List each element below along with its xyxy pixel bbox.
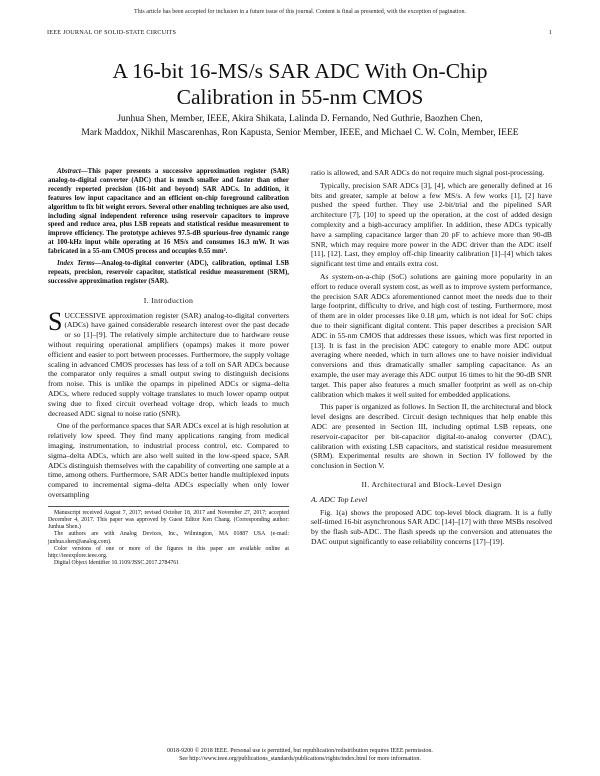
index-terms-text: Analog-to-digital converter (ADC), calibration, optimal LSB repeats, precision, reservoir capacitor, statistical residue measurement (SRM), successive approximation register (SAR). (48, 260, 289, 285)
copyright-footer (0, 747, 600, 763)
intro-paragraph-1 (48, 306, 289, 419)
right-paragraph-0: ratio is allowed, and SAR ADCs do not require much signal post-processing. (311, 168, 545, 177)
section-heading-introduction: I. Introduction (143, 295, 194, 305)
journal-name: IEEE JOURNAL OF SOLID-STATE CIRCUITS (47, 29, 177, 36)
copyright-line-2: See http://www.ieee.org/publications_standards/publications/rights/index.html for more information. (179, 756, 421, 762)
running-head (47, 29, 552, 36)
index-terms-label: Index Terms (57, 260, 95, 268)
author-list (40, 113, 560, 140)
right-paragraph-1: Typically, precision SAR ADCs [3], [4], which are generally defined at 16 bits and greater, sample at below a few MS/s. A few works [1], [2] have pushed the speed further. They use 2-bit/trial and the pipelined SAR architecture [7], [10] to speed up the operation, at the cost of added design complexity and a high-accuracy amplifier. In addition, these ADCs typically have a sampling capacitance larger than 20 pF to achieve more than 90-dB SNR, which may require more power in the ADC driver than the ADC itself [11], [12]. Last, they employ off-chip linearity calibration [1]–[4] which takes significant test time and entails extra cost. (311, 180, 552, 269)
abstract: Abstract—This paper presents a successive approximation register (SAR) analog-to-digital converter (ADC) that is much smaller and faster than other recently reported precision (16-bit and beyond) SAR ADCs. In addition, it features low input capacitance and an efficient on-chip foreground calibration algorithm to fix bit weight errors. Several other enabling techniques are also used, including signal independent reference using reservoir capacitors to improve speed and reduce area, plus LSB repeats and statistical residue measurement to improve efficiency. The prototype achieves 97.5-dB spurious-free dynamic range at 100-kHz input while operating at 16 MS/s and consumes 16.3 mW. It was fabricated in a 55-nm CMOS process and occupies 0.55 mm². (48, 168, 289, 256)
footnote-color: Color versions of one or more of the figures in this paper are available online at http://ieeexplore.ieee.org. (48, 545, 289, 559)
right-paragraph-4: Fig. 1(a) shows the proposed ADC top-level block diagram. It is a fully self-timed 16-bit asynchronous SAR ADC [14]–[17] with three MSBs resolved by the flash sub-ADC. The flash speeds up the conversion and attenuates the DAC output significantly to ease reliability concerns [17]–[19]. (311, 507, 552, 546)
intro-paragraph-1-text: UCCESSIVE approximation register (SAR) analog-to-digital converters (ADCs) have gained considerable research interest over the past decade or so [1]–[9]. The relatively simple architecture due to hardware reuse without requiring operational amplifiers (opamps) makes it more power efficient and easier to port between processes. Furthermore, the supply voltage scaling in advanced CMOS processes has less of a toll on SAR ADCs because the comparator only requires a small output swing to distinguish decisions from noise. This is unlike the opamps in pipelined ADCs or sigma–delta ADCs, where reduced supply voltage translates to much lower opamp output swing due to fixed circuit overhead voltage drop, which leads to much decreased ADC signal to noise ratio (SNR). (48, 310, 289, 418)
acceptance-notice: This article has been accepted for inclusion in a future issue of this journal. Content is final as presented, with the exception of pagination. (134, 9, 466, 15)
title-line-2: Calibration in 55-nm CMOS (176, 85, 424, 109)
right-column (311, 168, 552, 550)
subsection-heading-adc-top-level: A. ADC Top Level (311, 494, 368, 504)
copyright-line-1: 0018-9200 © 2018 IEEE. Personal use is permitted, but republication/redistribution requires IEEE permission. (167, 748, 433, 754)
title-line-1: A 16-bit 16-MS/s SAR ADC With On-Chip (112, 59, 488, 83)
abstract-label: Abstract (57, 168, 81, 175)
left-column (48, 168, 289, 567)
right-paragraph-2: As system-on-a-chip (SoC) solutions are gaining more popularity in an effort to reduce overall system cost, as well as to improve system performance, the precision SAR ADCs aforementioned cannot meet the needs due to their large footprint, difficulty to drive, and high cost of testing. Furthermore, most of them are in older processes like 0.18 μm, which is not ideal for SoC chips due to their significant digital content. This paper describes a precision SAR ADC in 55-nm CMOS that addresses these issues, which was first reported in [13]. It is fast in the precision ADC category to enable more ADC output averaging where needed, which in turn allows one to have noisier individual conversions and thus dramatically smaller sampling capacitance. As an example, the user may average this ADC output 16 times to hit the 90-dB SNR target. This paper also features a much smaller footprint as well as on-chip calibration which makes it well suited for embedded applications. (311, 271, 552, 399)
index-terms: Index Terms—Analog-to-digital converter (ADC), calibration, optimal LSB repeats, precision, reservoir capacitor, statistical residue measurement (SRM), successive approximation register (SAR). (48, 260, 289, 285)
footnote-doi: Digital Object Identifier 10.1109/JSSC.2017.2784761 (54, 560, 180, 567)
footnote-affiliation: The authors are with Analog Devices, Inc., Wilmington, MA 01887 USA (e-mail: junhua.shen@analog.com). (48, 531, 289, 545)
footnote-manuscript: Manuscript received August 7, 2017; revised October 18, 2017 and November 27, 2017; accepted December 4, 2017. This paper was approved by Guest Editor Ken Chang. (Corresponding author: Junhua Shen.) (48, 509, 289, 531)
section-heading-architecture: II. Architectural and Block-Level Design (361, 479, 502, 489)
paper-title (40, 58, 560, 110)
drop-cap: S (48, 306, 63, 336)
authors-line-1: Junhua Shen, Member, IEEE, Akira Shikata, Lalinda D. Fernando, Ned Guthrie, Baozhen Chen, (117, 114, 483, 124)
right-paragraph-3: This paper is organized as follows. In Section II, the architectural and block level designs are described. Circuit design techniques that help enable this ADC are presented in Section III, including optimal LSB repeats, one reservoir-capacitor per bit-capacitor digital-to-analog converter (DAC), calibration with existing LSB capacitors, and statistical residue measurement (SRM). Experimental results are shown in Section IV followed by the conclusion in Section V. (311, 402, 552, 471)
page-number: 1 (548, 29, 552, 36)
intro-paragraph-2: One of the performance spaces that SAR ADCs excel at is high resolution at relatively low speed. They find many applications ranging from medical imaging, instrumentation, to industrial process control, etc. Compared to sigma–delta ADCs, which are also well suited in the low-speed space, SAR ADCs distinguish themselves with the capability of converting one sample at a time, among others. Furthermore, SAR ADCs better handle multiplexed inputs compared to incremental sigma–delta ADCs especially when only lower oversampling (48, 421, 289, 499)
footnotes (48, 506, 289, 568)
abstract-text: This paper presents a successive approximation register (SAR) analog-to-digital converter (ADC) that is much smaller and faster than other recently reported precision (16-bit and beyond) SAR ADCs. In addition, it features low input capacitance and an efficient on-chip foreground calibration algorithm to fix bit weight errors. Several other enabling techniques are also used, including signal independent reference using reservoir capacitors to improve speed and reduce area, plus LSB repeats and statistical residue measurement to improve efficiency. The prototype achieves 97.5-dB spurious-free dynamic range at 100-kHz input while operating at 16 MS/s and consumes 16.3 mW. It was fabricated in a 55-nm CMOS process and occupies 0.55 mm². (48, 168, 289, 256)
authors-line-2: Mark Maddox, Nikhil Mascarenhas, Ron Kapusta, Senior Member, IEEE, and Michael C. W. Coln, Member, IEEE (81, 127, 519, 138)
